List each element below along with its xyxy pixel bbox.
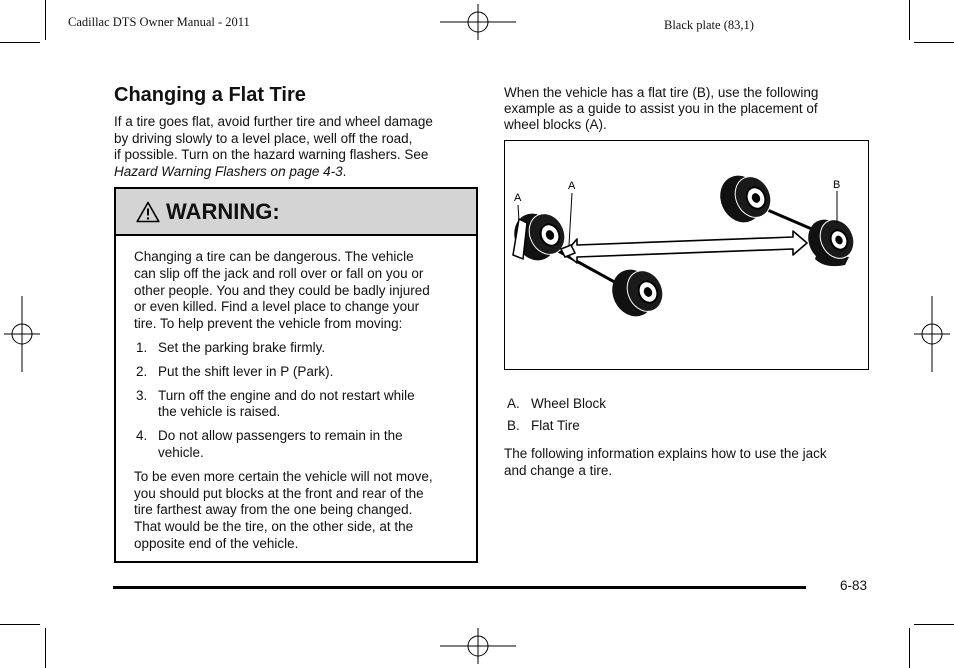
footer-rule [113, 586, 806, 589]
intro-line: if possible. Turn on the hazard warning flashers. See [114, 147, 429, 162]
list-number: 1. [136, 339, 148, 355]
registration-mark-icon [4, 296, 40, 372]
intro-paragraph [114, 114, 474, 180]
warning-body [134, 249, 464, 553]
warning-line: To be even more certain the vehicle will not move, [134, 468, 433, 484]
list-text: Set the parking brake firmly. [158, 339, 326, 355]
crop-mark [914, 624, 954, 625]
warning-line: tire farthest away from the one being changed. [134, 502, 413, 518]
list-text: Put the shift lever in P (Park). [158, 363, 334, 379]
list-text: the vehicle is raised. [158, 404, 281, 420]
legend-item [504, 396, 606, 418]
warning-line: That would be the tire, on the other side, at the [134, 519, 414, 535]
list-text: Do not allow passengers to remain in the [158, 428, 403, 444]
warning-line: you should put blocks at the front and rear of the [134, 485, 424, 501]
outro-line: and change a tire. [504, 462, 613, 478]
plate-label: Black plate (83,1) [664, 18, 754, 32]
outro-paragraph [504, 446, 874, 479]
warning-triangle-icon [136, 201, 160, 223]
warning-line: tire. To help prevent the vehicle from moving: [134, 316, 403, 332]
legend-key: B. [507, 418, 520, 433]
figure-legend [504, 396, 606, 440]
crop-mark [0, 624, 40, 625]
warning-line: can slip off the jack and roll over or fall on you or [134, 265, 424, 281]
warning-line: other people. You and they could be badly injured [134, 282, 430, 298]
crop-mark [0, 42, 40, 43]
crop-mark [45, 628, 46, 668]
registration-mark-icon [914, 296, 950, 372]
intro-line: by driving slowly to a level place, well off the road, [114, 130, 413, 146]
crop-mark [909, 628, 910, 668]
warning-paragraph [134, 469, 464, 553]
flat-tire-icon [801, 213, 860, 268]
warning-line: or even killed. Find a level place to change your [134, 299, 420, 315]
intro-line: When the vehicle has a flat tire (B), use the following [504, 85, 819, 100]
legend-text: Flat Tire [531, 418, 580, 433]
callout-label-b: B [833, 179, 841, 191]
wheel-block-illustration [505, 141, 867, 368]
registration-mark-icon [440, 628, 516, 664]
list-item [134, 428, 464, 462]
list-item [134, 364, 464, 381]
list-item [134, 340, 464, 357]
warning-line: opposite end of the vehicle. [134, 535, 299, 551]
warning-line: Changing a tire can be dangerous. The vehicle [134, 249, 414, 264]
callout-label-a: A [514, 192, 522, 204]
legend-key: A. [507, 396, 520, 411]
tire-icon [605, 263, 670, 323]
legend-text: Wheel Block [531, 396, 607, 411]
outro-line: The following information explains how to use the jack [504, 446, 827, 461]
callout-label-a: A [568, 180, 576, 192]
intro-ref-line [114, 164, 474, 181]
crop-mark [914, 42, 954, 43]
crop-mark [909, 0, 910, 40]
section-title: Changing a Flat Tire [114, 84, 306, 106]
registration-mark-icon [440, 4, 516, 40]
intro-ref-end: . [342, 163, 347, 179]
figure-intro [504, 85, 874, 133]
list-item [134, 388, 464, 422]
crop-mark [45, 0, 46, 40]
intro-line: wheel blocks (A). [504, 117, 607, 132]
list-number: 4. [136, 428, 148, 444]
list-number: 2. [136, 363, 148, 379]
warning-header [116, 189, 476, 236]
list-text: vehicle. [158, 444, 204, 460]
warning-box [114, 187, 478, 563]
legend-item [504, 418, 606, 440]
list-number: 3. [136, 387, 148, 403]
warning-paragraph [134, 249, 464, 333]
intro-line: example as a guide to assist you in the placement of [504, 101, 818, 116]
list-text: Turn off the engine and do not restart while [158, 387, 415, 403]
page-number: 6-83 [840, 578, 868, 593]
intro-line: If a tire goes flat, avoid further tire and wheel damage [114, 114, 433, 129]
warning-title: WARNING: [166, 198, 280, 224]
manual-title: Cadillac DTS Owner Manual - 2011 [68, 15, 250, 29]
wheel-block-figure [504, 140, 869, 370]
cross-reference-link[interactable]: Hazard Warning Flashers on page 4-3 [114, 163, 343, 179]
tire-icon [713, 169, 778, 229]
